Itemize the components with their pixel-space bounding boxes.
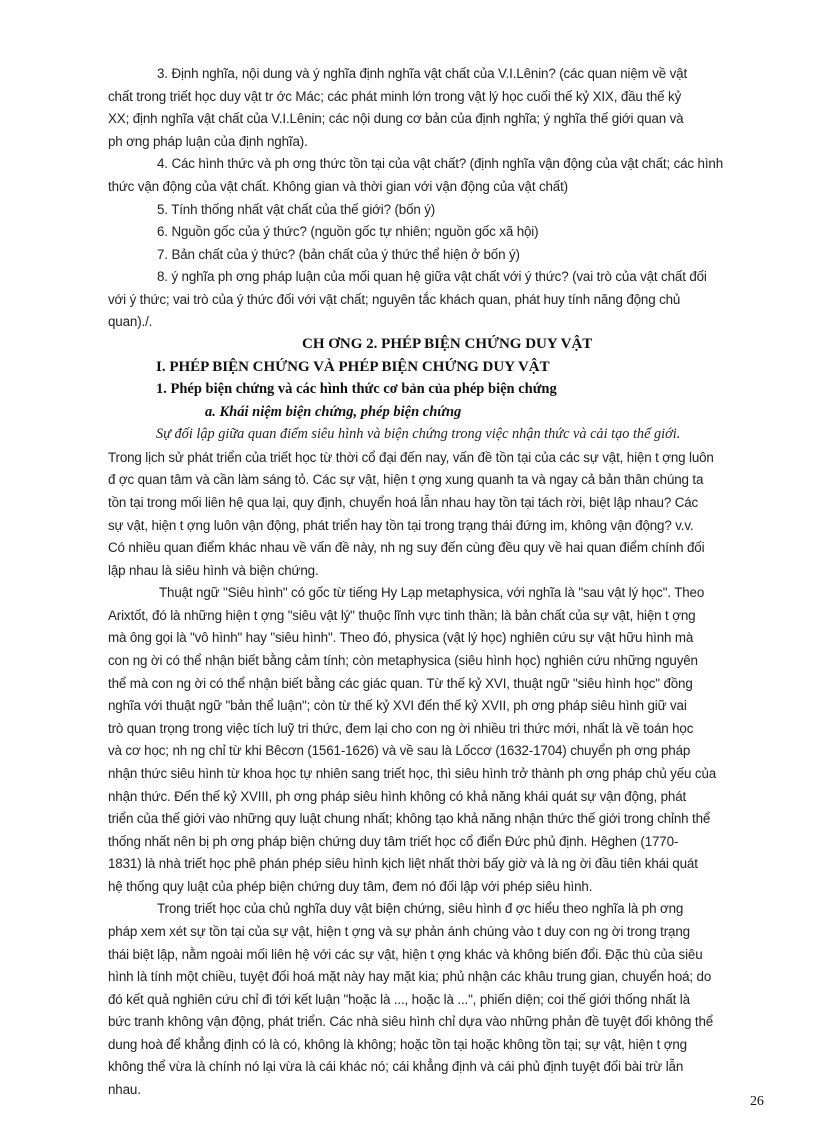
para2-line: 1831) là nhà triết học phê phán phép siêu hình kịch liệt nhất thời bấy giờ và là ng ời đầu tiên khái quát <box>108 856 698 872</box>
para3-line: hình là tính một chiều, tuyệt đối hoá mặt này hay mặt kia; phủ nhận các khâu trung gian, chuyển hoá; do <box>108 969 712 985</box>
para2-line: Arixtốt, đó là những hiện t ợng "siêu vật lý" thuộc lĩnh vực tinh thần; là bản chất của sự vật, hiện t ợng <box>108 607 696 623</box>
question-5: 5. Tính thống nhất vật chất của thế giới? (bốn ý) <box>157 201 436 217</box>
para1-line: Có nhiều quan điểm khác nhau về vấn đề này, nh ng suy đến cùng đều quy về hai quan điểm chính đối <box>108 540 705 556</box>
italic-lead: Sự đối lập giữa quan điểm siêu hình và biện chứng trong việc nhận thức và cải tạo thế giới. <box>156 426 681 443</box>
question-7: 7. Bản chất của ý thức? (bản chất của ý thức thể hiện ở bốn ý) <box>157 246 520 262</box>
para2-line: con ng ời có thể nhận biết bằng cảm tính; còn metaphysica (siêu hình học) nghiên cứu những nguyên <box>108 653 698 668</box>
para2-line: nhận thức siêu hình từ khoa học tự nhiên sang triết học, thì siêu hình trở thành ph ơng pháp chủ yếu của <box>108 765 717 781</box>
page-number: 26 <box>750 1094 764 1109</box>
para2-line: thể mà con ng ời có thể nhận biết bằng các giác quan. Từ thế kỷ XVI, thuật ngữ "siêu hình học" đồng <box>108 675 693 691</box>
para3-line: thái biệt lập, nằm ngoài mối liên hệ với các sự vật, hiện t ợng khác và không biến đổi. Đặc thù của siêu <box>108 946 703 962</box>
question-4-line-1: 4. Các hình thức và ph ơng thức tồn tại của vật chất? (định nghĩa vận động của vật chất; các hình <box>157 156 724 172</box>
para2-line: Thuật ngữ "Siêu hình" có gốc từ tiếng Hy Lạp metaphysica, với nghĩa là "sau vật lý học". Theo <box>159 585 705 601</box>
para2-line: mà ông gọi là "vô hình" hay "siêu hình". Theo đó, physica (vật lý học) nghiên cứu sự vật hữu hình mà <box>108 630 694 646</box>
para3-line: bức tranh không vận động, phát triển. Các nhà siêu hình chỉ dựa vào những phản đề tuyệt đối không thể <box>108 1014 714 1030</box>
para1-line: tồn tại trong mối liên hệ qua lại, quy định, chuyển hoá lẫn nhau hay tồn tại tách rời, biệt lập nhau? Các <box>108 495 699 510</box>
para3-line: Trong triết học của chủ nghĩa duy vật biện chứng, siêu hình đ ợc hiểu theo nghĩa là ph ơng <box>157 901 684 917</box>
para3-line: nhau. <box>108 1082 141 1097</box>
question-6: 6. Nguồn gốc của ý thức? (nguồn gốc tự nhiên; nguồn gốc xã hội) <box>157 224 539 239</box>
question-3-line-2: chất trong triết học duy vật tr ớc Mác; các phát minh lớn trong vật lý học cuối thế kỷ XIX, đầu thế kỷ <box>108 88 682 104</box>
question-3-line-1: 3. Định nghĩa, nội dung và ý nghĩa định nghĩa vật chất của V.I.Lênin? (các quan niệm về vật <box>157 66 688 81</box>
para3-line: dung hoà để khẳng định có là có, không là không; hoặc tồn tại hoặc không tồn tại; sự vật, hiện t ợng <box>108 1036 687 1052</box>
para1-line: sự vật, hiện t ợng luôn vận động, phát triển hay tồn tại trong trạng thái đứng im, không vận động? v.v. <box>108 517 694 533</box>
para2-line: hệ thống quy luật của phép biện chứng duy tâm, đem nó đối lập với phép siêu hình. <box>108 878 593 894</box>
para1-line: Trong lịch sử phát triển của triết học từ thời cổ đại đến nay, vấn đề tồn tại của các sự vật, hiện t ợng luôn <box>108 449 714 465</box>
para3-line: không thể vừa là chính nó lại vừa là cái khác nó; cái khẳng định và cái phủ định tuyệt đối bài trừ lẫn <box>108 1059 684 1075</box>
subsection-title: 1. Phép biện chứng và các hình thức cơ bản của phép biện chứng <box>156 381 557 398</box>
para2-line: nhận thức. Đến thế kỷ XVIII, ph ơng pháp siêu hình không có khả năng khái quát sự vận động, phát <box>108 788 687 804</box>
para1-line: lập nhau là siêu hình và biện chứng. <box>108 562 319 578</box>
question-3-line-4: ph ơng pháp luận của định nghĩa). <box>108 133 308 149</box>
question-3-line-3: XX; định nghĩa vật chất của V.I.Lênin; các nội dung cơ bản của định nghĩa; ý nghĩa thế giới quan và <box>108 111 684 127</box>
para2-line: và cơ học; nh ng chỉ từ khi Bêcơn (1561-1626) và về sau là Lốccơ (1632-1704) chuyển ph ơng pháp <box>108 743 691 759</box>
section-title: I. PHÉP BIỆN CHỨNG VÀ PHÉP BIỆN CHỨNG DUY VẬT <box>156 358 550 375</box>
question-8-line-2: với ý thức; vai trò của ý thức đối với vật chất; nguyên tắc khách quan, phát huy tính năng động chủ <box>108 291 681 307</box>
question-8-line-1: 8. ý nghĩa ph ơng pháp luận của mối quan hệ giữa vật chất với ý thức? (vai trò của vật chất đối <box>157 269 707 285</box>
para2-line: thống nhất nên bị ph ơng pháp biện chứng duy tâm triết học cổ điển Đức phủ định. Hêghen (1770- <box>108 833 679 849</box>
question-8-line-3: quan)./. <box>108 314 153 330</box>
para3-line: đó kết quả nghiên cứu chỉ đi tới kết luận "hoặc là ..., hoặc là ...", phiến diện; coi thế giới thống nhất là <box>108 991 690 1007</box>
para1-line: đ ợc quan tâm và cần làm sáng tỏ. Các sự vật, hiện t ợng xung quanh ta và ngay cả bản thân chúng ta <box>108 472 704 488</box>
para3-line: pháp xem xét sự tồn tại của sự vật, hiện t ợng và sự phản ánh chúng vào t duy con ng ời trong trạng <box>108 924 690 939</box>
para2-line: triển của thế giới vào những quy luật chung nhất; không tạo khả năng nhận thức thế giới trong chỉnh thể <box>108 811 711 827</box>
subsubsection-title: a. Khái niệm biện chứng, phép biện chứng <box>205 403 462 420</box>
para2-line: trò quan trọng trong việc tích luỹ tri thức, đem lại cho con ng ời nhiều tri thức mới, nhất là về toán học <box>108 720 694 736</box>
chapter-title: CH ƠNG 2. PHÉP BIỆN CHỨNG DUY VẬT <box>302 335 593 352</box>
para2-line: nghĩa với thuật ngữ "bản thể luận"; còn từ thế kỷ XVI đến thế kỷ XVII, ph ơng pháp siêu hình giữ vai <box>108 698 687 714</box>
question-4-line-2: thức vận động của vật chất. Không gian và thời gian với vận động của vật chất) <box>108 178 568 194</box>
